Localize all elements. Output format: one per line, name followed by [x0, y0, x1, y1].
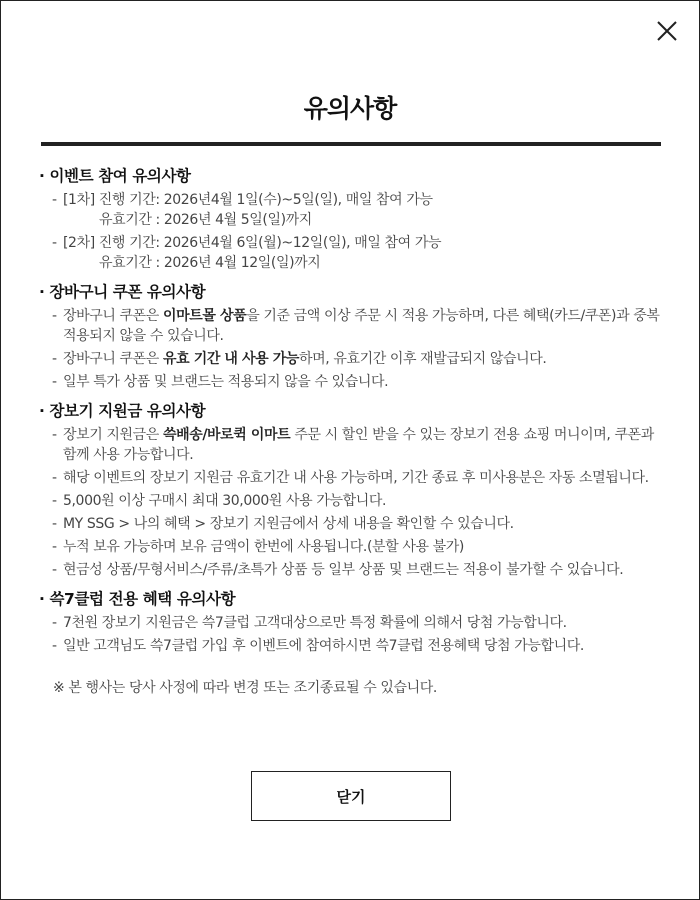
item-dash: -	[52, 351, 57, 367]
notice-item	[39, 425, 665, 465]
item-text	[63, 491, 665, 511]
notice-item	[39, 636, 665, 656]
item-text-pre: 현금성 상품/무형서비스/주류/초특가 상품 등 일부 상품 및 브랜드는 적용이 불가할 수 있습니다.	[63, 562, 624, 578]
item-dash: -	[52, 470, 57, 486]
item-text	[63, 468, 665, 488]
item-text-pre: 장바구니 쿠폰은	[63, 351, 163, 367]
item-text-emphasis: 쓱배송/바로퀵 이마트	[162, 427, 291, 443]
item-dash: -	[52, 427, 57, 443]
item-dash: -	[52, 235, 57, 251]
item-dash: -	[52, 493, 57, 509]
item-text	[63, 613, 665, 633]
notice-item	[39, 190, 665, 230]
item-text-pre: 일부 특가 상품 및 브랜드는 적용되지 않을 수 있습니다.	[63, 374, 389, 390]
item-text-pre: 7천원 장보기 지원금은 쓱7클럽 고객대상으로만 특정 확률에 의해서 당첨 가능합니다.	[63, 615, 567, 631]
item-dash: -	[52, 615, 57, 631]
notice-item	[39, 233, 665, 273]
notice-item	[39, 349, 665, 369]
item-dash: -	[52, 516, 57, 532]
item-text	[63, 425, 665, 465]
item-dash: -	[52, 308, 57, 324]
item-text-post: 하며, 유효기간 이후 재발급되지 않습니다.	[298, 351, 547, 367]
item-text	[63, 636, 665, 656]
item-text	[63, 560, 665, 580]
notice-footnote: ※ 본 행사는 당사 사정에 따라 변경 또는 조기종료될 수 있습니다.	[53, 680, 437, 696]
item-dash: -	[52, 539, 57, 555]
item-text-pre: [1차] 진행 기간: 2026년4월 1일(수)~5일(일), 매일 참여 가능	[63, 192, 433, 208]
notice-item	[39, 372, 665, 392]
notice-item	[39, 468, 665, 488]
item-text	[63, 190, 665, 210]
item-validity: 유효기간 : 2026년 4월 5일(일)까지	[99, 212, 312, 228]
item-text	[63, 349, 665, 369]
notice-section	[39, 281, 665, 392]
item-text-pre: 해당 이벤트의 장보기 지원금 유효기간 내 사용 가능하며, 기간 종료 후 미사용분은 자동 소멸됩니다.	[63, 470, 649, 486]
item-text-pre: [2차] 진행 기간: 2026년4월 6일(월)~12일(일), 매일 참여 가능	[63, 235, 442, 251]
notice-item	[39, 514, 665, 534]
notice-content	[39, 165, 665, 698]
notice-item	[39, 560, 665, 580]
item-text-pre: 장바구니 쿠폰은	[63, 308, 163, 324]
notice-section	[39, 165, 665, 273]
item-text-emphasis: 이마트몰 상품	[162, 308, 247, 324]
item-dash: -	[52, 562, 57, 578]
item-dash: -	[52, 374, 57, 390]
item-text-emphasis: 유효 기간 내 사용 가능	[162, 351, 299, 367]
section-heading: · 장바구니 쿠폰 유의사항	[39, 283, 206, 301]
item-text	[63, 514, 665, 534]
item-text	[63, 233, 665, 253]
item-text-pre: MY SSG > 나의 혜택 > 장보기 지원금에서 상세 내용을 확인할 수 있습니다.	[63, 516, 514, 532]
notice-item	[39, 537, 665, 557]
item-text-post: 을 기준 금액 이상 주문 시 적용 가능하며, 다른 혜택(카드/쿠폰)과 중복 적용되지 않을 수 있습니다.	[63, 308, 660, 344]
item-text-pre: 장보기 지원금은	[63, 427, 163, 443]
section-heading: · 이벤트 참여 유의사항	[39, 167, 191, 185]
item-text	[63, 306, 665, 346]
item-text-pre: 누적 보유 가능하며 보유 금액이 한번에 사용됩니다.(분할 사용 불가)	[63, 539, 464, 555]
item-text-pre: 5,000원 이상 구매시 최대 30,000원 사용 가능합니다.	[63, 493, 387, 509]
item-text-post: 주문 시 할인 받을 수 있는 장보기 전용 쇼핑 머니이며, 쿠폰과 함께 사용 가능합니다.	[63, 427, 654, 463]
notice-item	[39, 491, 665, 511]
section-heading: · 쓱7클럽 전용 혜택 유의사항	[39, 590, 236, 608]
notice-item	[39, 613, 665, 633]
notice-item	[39, 306, 665, 346]
close-icon-button[interactable]	[655, 19, 679, 43]
item-dash: -	[52, 638, 57, 654]
item-dash: -	[52, 192, 57, 208]
close-x-icon[interactable]	[655, 19, 679, 43]
item-text	[63, 372, 665, 392]
section-heading: · 장보기 지원금 유의사항	[39, 402, 206, 420]
item-text-pre: 일반 고객님도 쓱7클럽 가입 후 이벤트에 참여하시면 쓱7클럽 전용혜택 당첨 가능합니다.	[63, 638, 584, 654]
item-validity: 유효기간 : 2026년 4월 12일(일)까지	[99, 255, 321, 271]
notice-section	[39, 400, 665, 580]
item-text	[63, 537, 665, 557]
close-button[interactable]: 닫기	[251, 771, 451, 821]
modal-title: 유의사항	[303, 94, 397, 123]
title-divider	[41, 142, 661, 146]
notice-section	[39, 588, 665, 656]
